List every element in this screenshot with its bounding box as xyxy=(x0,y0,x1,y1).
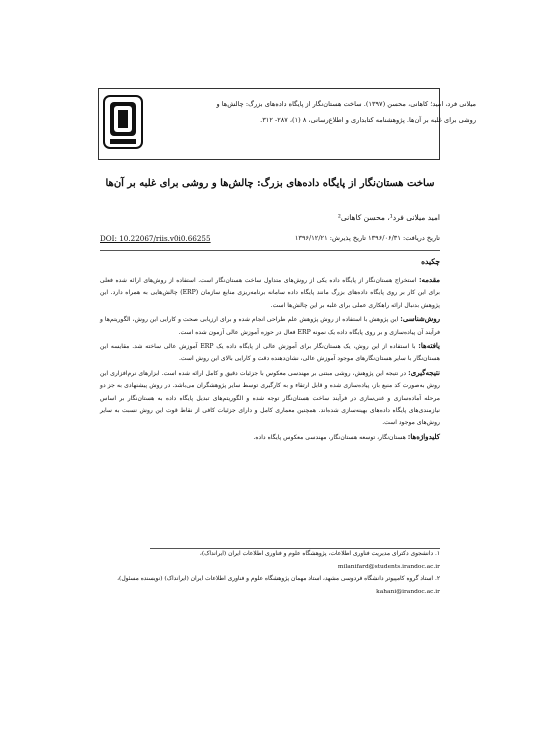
received-accepted-dates: تاریخ دریافت: ۱۳۹۶/۰۶/۳۱ تاریخ پذیرش: ۱۳۹۶/۱۲/۲۱ xyxy=(294,234,440,242)
footnotes xyxy=(100,548,440,598)
keywords-label: کلیدواژه‌ها: xyxy=(407,431,440,441)
abstract-keywords xyxy=(100,431,440,444)
abstract-heading: چکیده xyxy=(421,257,440,266)
intro-text: استخراج هستان‌نگار از پایگاه داده یکی از روش‌های متداول ساخت هستان‌نگار است. استفاده از روش‌های ارائه شده فعلی برای این کار بر روی پایگاه داده‌های بزرگ مانند پایگاه داده سامانه برنامه‌ریزی منابع سازمان (ERP) چالش‌هایی به همراه دارد. این پژوهش بدنبال ارائه راهکاری عملی برای غلبه بر این چالش‌ها است. xyxy=(100,277,441,309)
abstract-conclusion xyxy=(100,367,440,430)
header-divider xyxy=(100,250,440,251)
abstract-intro xyxy=(100,274,440,312)
footnote-2: ۲. استاد گروه کامپیوتر دانشگاه فردوسی مشهد، استاد مهمان پژوهشگاه علوم و فناوری اطلاعات ایران (ایرانداک) (نویسنده مسئول)، kahani@irandoc.ac.ir xyxy=(117,576,440,595)
conclusion-text: در نتیجه این پژوهش، روشی مبتنی بر مهندسی معکوس با جزئیات دقیق و کامل ارائه شده است. ابزارهای نرم‌افزاری این روش به‌صورت کد منبع باز، پیاده‌سازی شده و قابل ارتقاء و به کارگیری توسط سایر پژوهشگران می‌باشد. در روش پیشنهادی به جز دو مرحله آماده‌سازی و غنی‌سازی در فرآیند ساخت هستان‌نگار توجه شده و الگوریتم‌های تبدیل پایگاه داده به هستان‌نگار بر اساس نیازمندی‌های پایگاه داده‌های بهینه‌سازی شده‌اند. همچنین معماری کامل و دارای جزئیات کافی از نقاط قوت این روش نسبت به سایر روش‌های موجود است. xyxy=(100,369,440,427)
footnote-1: ۱. دانشجوی دکترای مدیریت فناوری اطلاعات، پژوهشگاه علوم و فناوری اطلاعات ایران (ایرانداک)، milanifard@students.irandoc.ac.ir xyxy=(199,551,440,570)
method-text: این پژوهش با استفاده از روش پژوهش علم طراحی انجام شده و برای ارزیابی صحت و کارایی این روش، الگوریتم‌ها و فرآیند آن پیاده‌سازی و بر روی پایگاه داده یک نمونه ERP فعال در حوزه آموزش عالی آزمون شده است. xyxy=(100,316,440,336)
findings-text: با استفاده از این روش، یک هستان‌نگار برای آموزش عالی از پایگاه داده یک ERP آموزش عالی ساخته شد. مقایسه این هستان‌نگار با سایر هستان‌نگارهای موجود آموزش عالی، نشان‌دهنده دقت و کارایی بالای این روش است. xyxy=(100,343,440,363)
findings-label: یافته‌ها: xyxy=(418,341,440,351)
journal-logo xyxy=(102,94,144,150)
abstract-method xyxy=(100,313,440,339)
citation-text: میلانی فرد، امید؛ کاهانی، محسن (۱۳۹۷). ساخت هستان‌نگار از پایگاه داده‌های بزرگ: چالش‌ها و روشی برای غلبه بر آن‌ها. پژوهشنامه کتابداری و اطلاع‌رسانی، ۸ (۱)، ۲۸۷- ۳۱۲. xyxy=(216,100,476,124)
authors: امید میلانی فرد¹، محسن کاهانی² xyxy=(337,213,440,222)
keywords-text: هستان‌نگار، توسعه هستان‌نگار، مهندسی معکوس پایگاه داده. xyxy=(253,433,408,441)
doi-anchor[interactable]: DOI: 10.22067/riis.v0i0.66255 xyxy=(100,234,211,243)
doi-link[interactable] xyxy=(100,234,211,243)
abstract-body xyxy=(100,274,440,445)
conclusion-label: نتیجه‌گیری: xyxy=(408,367,440,377)
paper-title: ساخت هستان‌نگار از پایگاه داده‌های بزرگ: چالش‌ها و روشی برای غلبه بر آن‌ها xyxy=(105,178,435,189)
abstract-findings xyxy=(100,340,440,366)
method-label: روش‌شناسی: xyxy=(400,314,440,324)
intro-label: مقدمه: xyxy=(418,275,440,284)
